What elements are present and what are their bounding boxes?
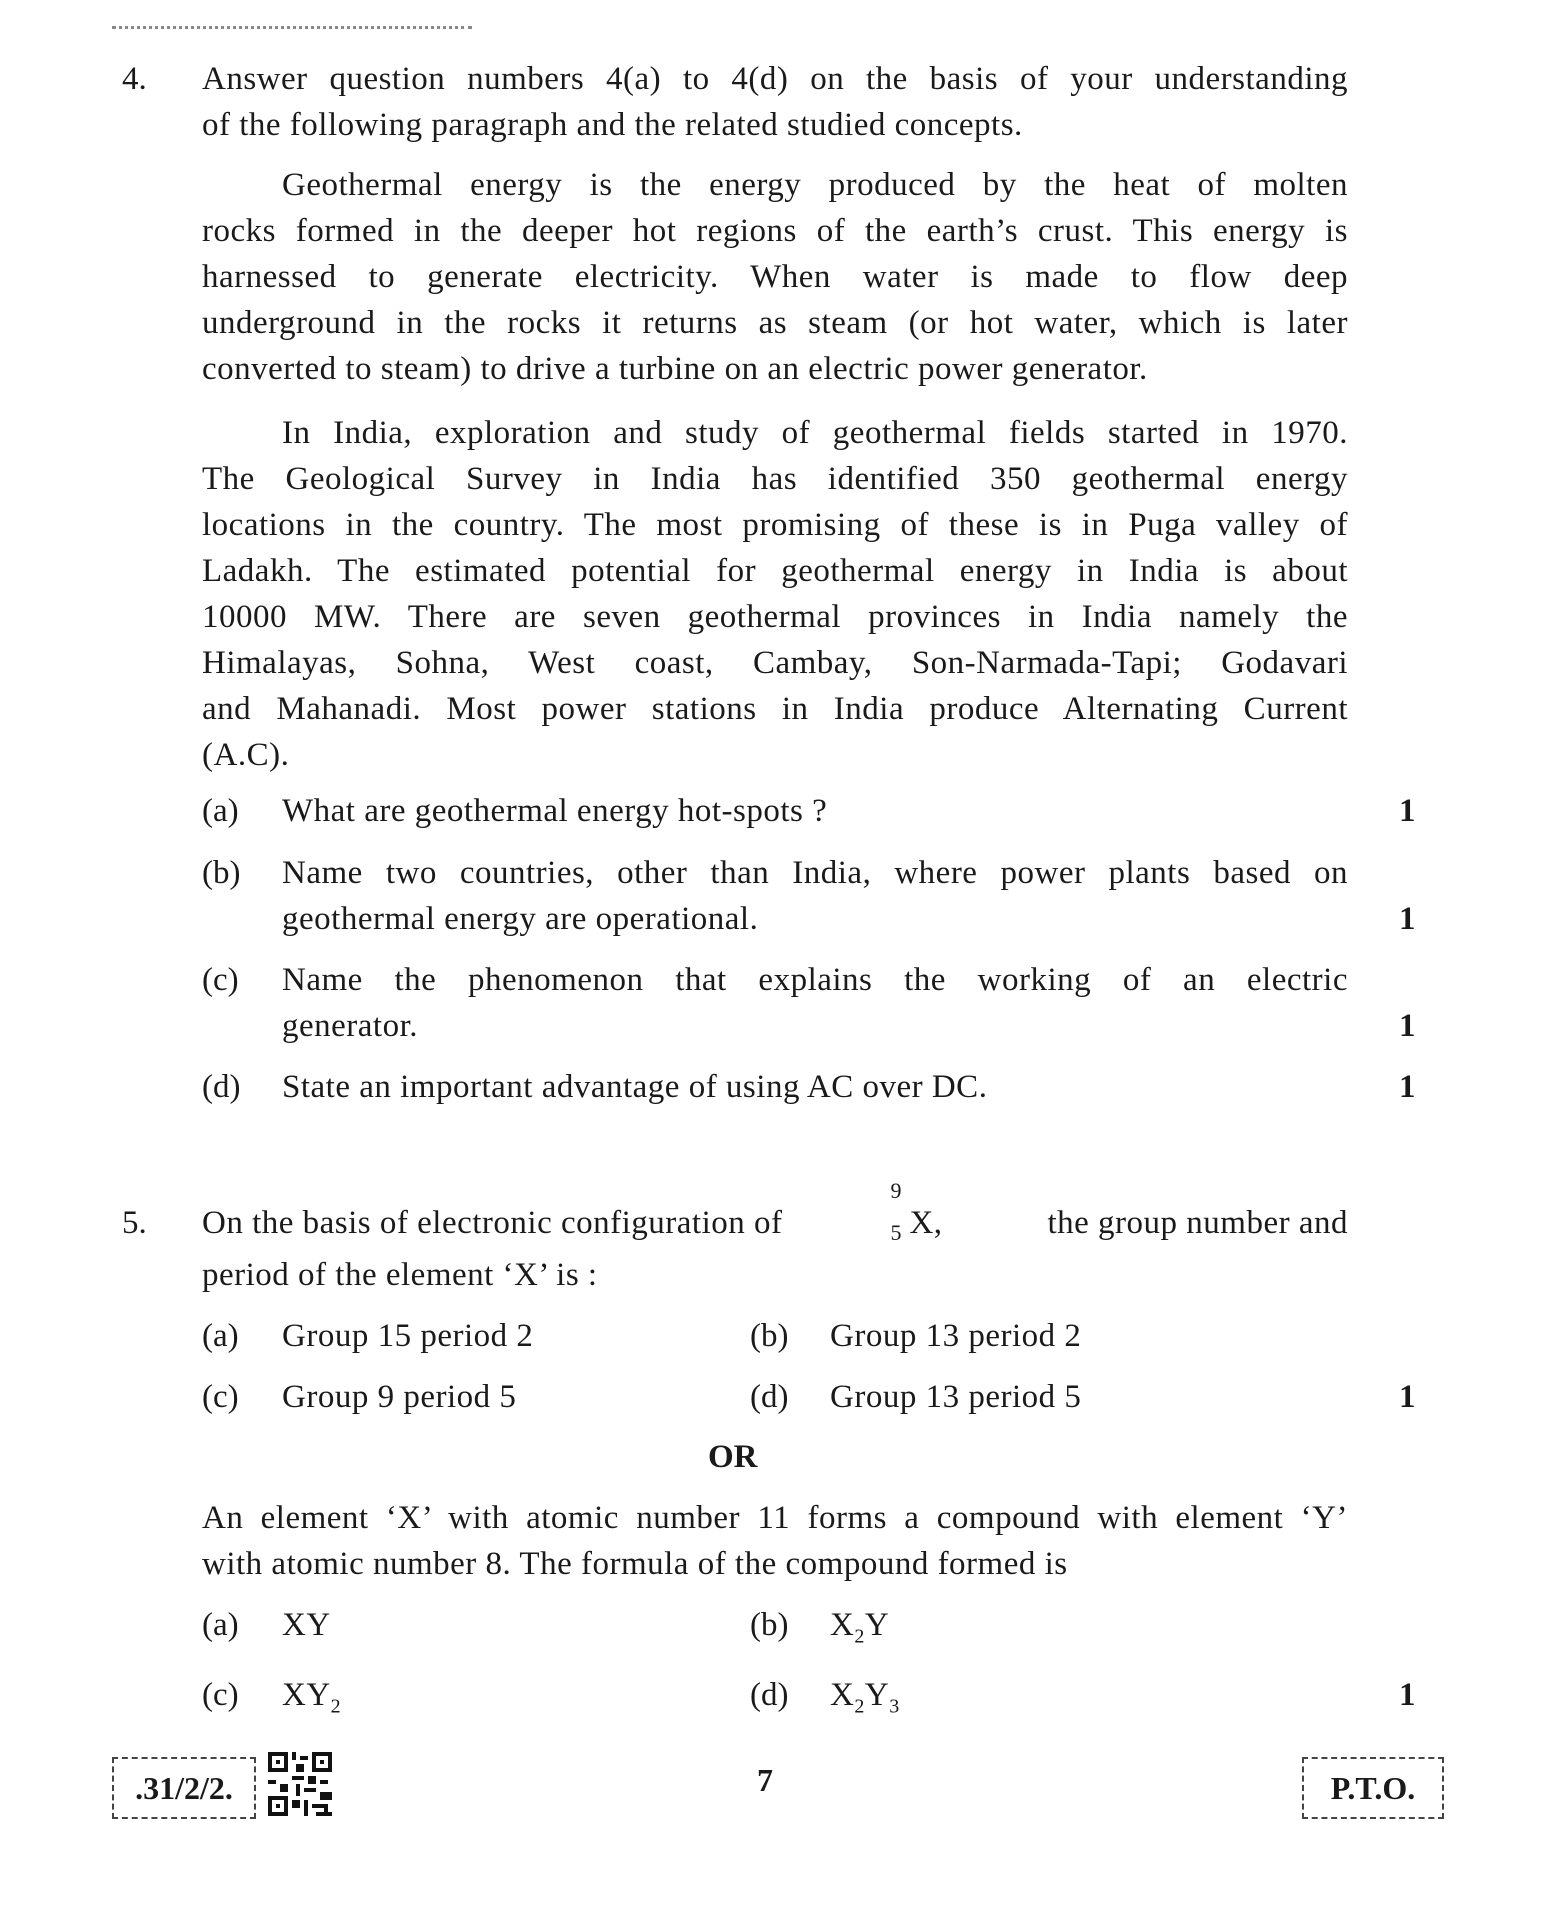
para1-line: Geothermal energy is the energy produced by the heat of molten bbox=[282, 167, 1348, 203]
q5-line2: period of the element ‘X’ is : bbox=[202, 1257, 598, 1293]
q5-option-d-text: Group 13 period 5 bbox=[830, 1379, 1082, 1415]
q4a-text: What are geothermal energy hot-spots ? bbox=[282, 793, 828, 829]
para2-line: locations in the country. The most promising of these is in Puga valley of bbox=[202, 507, 1348, 543]
q4c-label: (c) bbox=[202, 962, 239, 998]
formula-y: Y bbox=[864, 1677, 890, 1713]
para2-line: and Mahanadi. Most power stations in India produce Alternating Current bbox=[202, 691, 1348, 727]
q4d-label: (d) bbox=[202, 1069, 241, 1105]
q5-option-b-text: Group 13 period 2 bbox=[830, 1318, 1082, 1354]
q4-intro-line2: of the following paragraph and the related studied concepts. bbox=[202, 107, 1023, 143]
q4c-text-line1: Name the phenomenon that explains the working of an electric bbox=[282, 962, 1348, 998]
q4-paragraph-1 bbox=[202, 162, 1348, 392]
q5-option-c-text: Group 9 period 5 bbox=[282, 1379, 517, 1415]
q5-alt-option-b-text bbox=[830, 1602, 889, 1660]
q5-alt-option-c-text bbox=[282, 1672, 341, 1730]
q4a-label: (a) bbox=[202, 793, 239, 829]
nuclide-atomic: 5 bbox=[890, 1220, 902, 1245]
formula-sub: 2 bbox=[854, 1625, 865, 1648]
q4c-text-line2: generator. bbox=[282, 1008, 419, 1044]
para1-line: converted to steam) to drive a turbine on an electric power generator. bbox=[202, 351, 1148, 387]
q4b-label: (b) bbox=[202, 855, 241, 891]
q5-alt-option-c-label: (c) bbox=[202, 1677, 239, 1713]
formula-sub: 3 bbox=[889, 1695, 900, 1718]
q4a-mark: 1 bbox=[1399, 793, 1416, 829]
q4-number: 4. bbox=[122, 61, 147, 97]
or-separator: OR bbox=[708, 1439, 758, 1475]
qr-code-icon bbox=[268, 1752, 332, 1816]
formula-sub: 2 bbox=[330, 1695, 342, 1718]
formula-y: Y bbox=[864, 1607, 890, 1643]
paper-code-box bbox=[112, 1757, 256, 1819]
pto-box bbox=[1302, 1757, 1444, 1819]
q5-line1-after: the group number and bbox=[1047, 1205, 1348, 1241]
para2-line: Himalayas, Sohna, West coast, Cambay, Son-Narmada-Tapi; Godavari bbox=[202, 645, 1348, 681]
q5-mark: 1 bbox=[1399, 1379, 1416, 1415]
formula-x: X bbox=[830, 1677, 855, 1713]
q4-paragraph-2 bbox=[202, 410, 1348, 778]
q5-alt-line2: with atomic number 8. The formula of the compound formed is bbox=[202, 1546, 1068, 1582]
para1-line: harnessed to generate electricity. When water is made to flow deep bbox=[202, 259, 1348, 295]
q4d-text: State an important advantage of using AC over DC. bbox=[282, 1069, 988, 1105]
q5-alt-option-b-label: (b) bbox=[750, 1607, 789, 1643]
nuclide-mass: 9 bbox=[890, 1178, 902, 1203]
para2-line: Ladakh. The estimated potential for geothermal energy in India is about bbox=[202, 553, 1348, 589]
q5-line1-before: On the basis of electronic configuration of bbox=[202, 1205, 783, 1241]
q5-alt-option-a-label: (a) bbox=[202, 1607, 239, 1643]
nuclide-symbol: X, bbox=[909, 1205, 943, 1241]
q5-alt-option-d-label: (d) bbox=[750, 1677, 789, 1713]
paper-code: .31/2/2. bbox=[135, 1769, 233, 1806]
q5-option-c-label: (c) bbox=[202, 1379, 239, 1415]
para2-line: (A.C). bbox=[202, 737, 290, 773]
para2-line: 10000 MW. There are seven geothermal provinces in India namely the bbox=[202, 599, 1348, 635]
para1-line: rocks formed in the deeper hot regions of the earth’s crust. This energy is bbox=[202, 213, 1348, 249]
page-number: 7 bbox=[757, 1762, 773, 1798]
q4-intro-line1: Answer question numbers 4(a) to 4(d) on the basis of your understanding bbox=[202, 61, 1348, 97]
q5-alt-line1: An element ‘X’ with atomic number 11 forms a compound with element ‘Y’ bbox=[202, 1500, 1348, 1536]
q4b-text-line2: geothermal energy are operational. bbox=[282, 901, 759, 937]
q5-option-b-label: (b) bbox=[750, 1318, 789, 1354]
para2-line: In India, exploration and study of geothermal fields started in 1970. bbox=[282, 415, 1348, 451]
q5-option-d-label: (d) bbox=[750, 1379, 789, 1415]
para1-line: underground in the rocks it returns as steam (or hot water, which is later bbox=[202, 305, 1348, 341]
formula-x: X bbox=[830, 1607, 855, 1643]
q5-alt-option-a-text: XY bbox=[282, 1607, 331, 1643]
pto-label: P.T.O. bbox=[1330, 1769, 1416, 1806]
q4b-mark: 1 bbox=[1399, 901, 1416, 937]
para2-line: The Geological Survey in India has identified 350 geothermal energy bbox=[202, 461, 1348, 497]
formula-sub: 2 bbox=[854, 1695, 865, 1718]
header-dotted-line bbox=[112, 26, 472, 33]
q4d-mark: 1 bbox=[1399, 1069, 1416, 1105]
q5-option-a-label: (a) bbox=[202, 1318, 239, 1354]
q5-number: 5. bbox=[122, 1205, 147, 1241]
q5-alt-mark: 1 bbox=[1399, 1677, 1416, 1713]
q5-nuclide bbox=[887, 1178, 943, 1246]
formula-xy: XY bbox=[282, 1677, 331, 1713]
q4c-mark: 1 bbox=[1399, 1008, 1416, 1044]
q5-line1 bbox=[202, 1178, 1348, 1246]
q5-alt-option-d-text bbox=[830, 1672, 900, 1730]
q5-option-a-text: Group 15 period 2 bbox=[282, 1318, 534, 1354]
q4b-text-line1: Name two countries, other than India, where power plants based on bbox=[282, 855, 1348, 891]
